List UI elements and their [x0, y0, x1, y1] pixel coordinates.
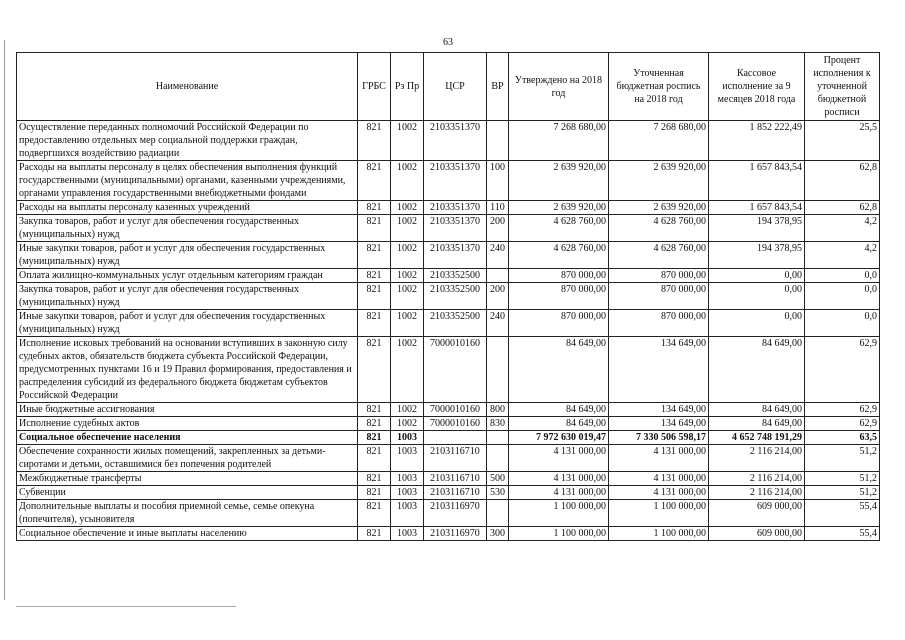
cell-cash: 609 000,00 — [709, 500, 805, 527]
cell-csr: 7000010160 — [424, 337, 487, 403]
cell-cash: 0,00 — [709, 283, 805, 310]
cell-csr: 2103352500 — [424, 269, 487, 283]
cell-refined: 1 100 000,00 — [609, 527, 709, 541]
cell-name: Иные бюджетные ассигнования — [17, 403, 358, 417]
budget-table — [16, 52, 880, 541]
cell-name: Субвенции — [17, 486, 358, 500]
footer-rule — [16, 606, 236, 607]
cell-cash: 2 116 214,00 — [709, 445, 805, 472]
cell-vr: 240 — [487, 310, 509, 337]
cell-approved: 4 131 000,00 — [509, 472, 609, 486]
cell-approved: 4 131 000,00 — [509, 486, 609, 500]
cell-percent: 51,2 — [805, 486, 880, 500]
cell-csr: 2103116970 — [424, 527, 487, 541]
cell-approved: 4 628 760,00 — [509, 215, 609, 242]
cell-cash: 1 657 843,54 — [709, 161, 805, 201]
cell-name: Иные закупки товаров, работ и услуг для обеспечения государственных (муниципальных) нужд — [17, 242, 358, 269]
cell-percent: 4,2 — [805, 215, 880, 242]
cell-rz-pr: 1002 — [391, 403, 424, 417]
cell-approved: 2 639 920,00 — [509, 161, 609, 201]
cell-csr: 7000010160 — [424, 403, 487, 417]
cell-name: Исполнение судебных актов — [17, 417, 358, 431]
cell-name: Исполнение исковых требований на основании вступивших в законную силу судебных актов, обязательств бюджета субъекта Российской Федерации, предусмотренных пунктами 16 и 19 Правил формирования, предоставления и распределения субсидий из федерального бюджета бюджетам субъектов Российской Федерации — [17, 337, 358, 403]
cell-name: Закупка товаров, работ и услуг для обеспечения государственных (муниципальных) нужд — [17, 215, 358, 242]
cell-percent: 55,4 — [805, 527, 880, 541]
cell-percent: 62,9 — [805, 417, 880, 431]
cell-vr: 100 — [487, 161, 509, 201]
header-refined: Уточненная бюджетная роспись на 2018 год — [609, 53, 709, 121]
table-row — [17, 337, 880, 403]
cell-vr — [487, 500, 509, 527]
cell-percent: 62,9 — [805, 403, 880, 417]
cell-approved: 4 628 760,00 — [509, 242, 609, 269]
cell-rz-pr: 1002 — [391, 121, 424, 161]
cell-refined: 134 649,00 — [609, 403, 709, 417]
table-row — [17, 310, 880, 337]
cell-vr: 530 — [487, 486, 509, 500]
cell-name: Закупка товаров, работ и услуг для обеспечения государственных (муниципальных) нужд — [17, 283, 358, 310]
table-row — [17, 527, 880, 541]
cell-percent: 51,2 — [805, 445, 880, 472]
cell-csr — [424, 431, 487, 445]
header-vr: ВР — [487, 53, 509, 121]
cell-grbs: 821 — [358, 215, 391, 242]
header-approved: Утверждено на 2018 год — [509, 53, 609, 121]
cell-rz-pr: 1002 — [391, 417, 424, 431]
table-row — [17, 242, 880, 269]
cell-refined: 4 131 000,00 — [609, 486, 709, 500]
table-row — [17, 500, 880, 527]
table-row — [17, 472, 880, 486]
cell-refined: 2 639 920,00 — [609, 161, 709, 201]
cell-name: Социальное обеспечение населения — [17, 431, 358, 445]
cell-vr — [487, 431, 509, 445]
table-row — [17, 445, 880, 472]
cell-approved: 84 649,00 — [509, 403, 609, 417]
page-number: 63 — [443, 37, 453, 48]
cell-vr — [487, 269, 509, 283]
cell-approved: 84 649,00 — [509, 417, 609, 431]
cell-name: Осуществление переданных полномочий Российской Федерации по предоставлению отдельных мер социальной поддержки граждан, подвергшихся воздействию радиации — [17, 121, 358, 161]
table-header-row — [17, 53, 880, 121]
cell-rz-pr: 1002 — [391, 242, 424, 269]
cell-name: Обеспечение сохранности жилых помещений, закрепленных за детьми-сиротами и детьми, оставшимися без попечения родителей — [17, 445, 358, 472]
cell-rz-pr: 1003 — [391, 445, 424, 472]
cell-name: Социальное обеспечение и иные выплаты населению — [17, 527, 358, 541]
cell-grbs: 821 — [358, 283, 391, 310]
cell-vr — [487, 121, 509, 161]
header-grbs: ГРБС — [358, 53, 391, 121]
table-row — [17, 486, 880, 500]
cell-name: Иные закупки товаров, работ и услуг для обеспечения государственных (муниципальных) нужд — [17, 310, 358, 337]
cell-vr — [487, 337, 509, 403]
cell-approved: 4 131 000,00 — [509, 445, 609, 472]
table-body — [17, 121, 880, 541]
table-row — [17, 161, 880, 201]
cell-percent: 0,0 — [805, 283, 880, 310]
cell-rz-pr: 1002 — [391, 161, 424, 201]
cell-percent: 55,4 — [805, 500, 880, 527]
cell-approved: 7 972 630 019,47 — [509, 431, 609, 445]
cell-approved: 870 000,00 — [509, 283, 609, 310]
cell-cash: 194 378,95 — [709, 215, 805, 242]
cell-refined: 870 000,00 — [609, 283, 709, 310]
cell-vr: 110 — [487, 201, 509, 215]
cell-approved: 1 100 000,00 — [509, 500, 609, 527]
table-row — [17, 201, 880, 215]
table-row — [17, 403, 880, 417]
cell-csr: 2103351370 — [424, 215, 487, 242]
cell-name: Оплата жилищно-коммунальных услуг отдельным категориям граждан — [17, 269, 358, 283]
cell-rz-pr: 1002 — [391, 215, 424, 242]
cell-grbs: 821 — [358, 269, 391, 283]
cell-cash: 0,00 — [709, 310, 805, 337]
cell-grbs: 821 — [358, 527, 391, 541]
cell-csr: 2103351370 — [424, 201, 487, 215]
cell-refined: 870 000,00 — [609, 310, 709, 337]
cell-grbs: 821 — [358, 242, 391, 269]
cell-csr: 2103351370 — [424, 161, 487, 201]
cell-rz-pr: 1002 — [391, 283, 424, 310]
cell-grbs: 821 — [358, 310, 391, 337]
cell-percent: 62,8 — [805, 201, 880, 215]
cell-refined: 7 330 506 598,17 — [609, 431, 709, 445]
cell-csr: 2103352500 — [424, 283, 487, 310]
cell-cash: 194 378,95 — [709, 242, 805, 269]
cell-refined: 4 628 760,00 — [609, 242, 709, 269]
cell-name: Расходы на выплаты персоналу казенных учреждений — [17, 201, 358, 215]
table-row — [17, 417, 880, 431]
cell-cash: 84 649,00 — [709, 403, 805, 417]
cell-refined: 4 131 000,00 — [609, 445, 709, 472]
table-row — [17, 121, 880, 161]
cell-cash: 2 116 214,00 — [709, 486, 805, 500]
cell-grbs: 821 — [358, 337, 391, 403]
cell-csr: 2103116710 — [424, 472, 487, 486]
cell-approved: 84 649,00 — [509, 337, 609, 403]
cell-vr: 830 — [487, 417, 509, 431]
cell-vr: 300 — [487, 527, 509, 541]
cell-refined: 134 649,00 — [609, 337, 709, 403]
cell-grbs: 821 — [358, 121, 391, 161]
cell-approved: 1 100 000,00 — [509, 527, 609, 541]
table-row — [17, 269, 880, 283]
cell-rz-pr: 1003 — [391, 472, 424, 486]
cell-grbs: 821 — [358, 431, 391, 445]
cell-name: Дополнительные выплаты и пособия приемной семье, семье опекуна (попечителя), усыновителя — [17, 500, 358, 527]
cell-rz-pr: 1003 — [391, 486, 424, 500]
cell-percent: 63,5 — [805, 431, 880, 445]
header-name: Наименование — [17, 53, 358, 121]
table-row — [17, 283, 880, 310]
cell-refined: 870 000,00 — [609, 269, 709, 283]
cell-grbs: 821 — [358, 161, 391, 201]
cell-grbs: 821 — [358, 500, 391, 527]
cell-cash: 84 649,00 — [709, 417, 805, 431]
cell-csr: 2103116710 — [424, 486, 487, 500]
cell-cash: 609 000,00 — [709, 527, 805, 541]
cell-cash: 0,00 — [709, 269, 805, 283]
cell-rz-pr: 1002 — [391, 337, 424, 403]
header-csr: ЦСР — [424, 53, 487, 121]
header-percent: Процент исполнения к уточненной бюджетной росписи — [805, 53, 880, 121]
cell-refined: 134 649,00 — [609, 417, 709, 431]
cell-percent: 62,8 — [805, 161, 880, 201]
cell-cash: 4 652 748 191,29 — [709, 431, 805, 445]
cell-rz-pr: 1003 — [391, 500, 424, 527]
cell-cash: 1 657 843,54 — [709, 201, 805, 215]
cell-vr: 200 — [487, 215, 509, 242]
cell-grbs: 821 — [358, 445, 391, 472]
cell-grbs: 821 — [358, 403, 391, 417]
header-rz-pr: Рз Пр — [391, 53, 424, 121]
cell-grbs: 821 — [358, 417, 391, 431]
cell-grbs: 821 — [358, 486, 391, 500]
cell-rz-pr: 1003 — [391, 527, 424, 541]
cell-approved: 2 639 920,00 — [509, 201, 609, 215]
cell-vr: 500 — [487, 472, 509, 486]
cell-grbs: 821 — [358, 201, 391, 215]
cell-refined: 7 268 680,00 — [609, 121, 709, 161]
cell-vr: 800 — [487, 403, 509, 417]
cell-percent: 51,2 — [805, 472, 880, 486]
cell-approved: 870 000,00 — [509, 269, 609, 283]
cell-csr: 7000010160 — [424, 417, 487, 431]
cell-grbs: 821 — [358, 472, 391, 486]
cell-vr: 200 — [487, 283, 509, 310]
cell-percent: 62,9 — [805, 337, 880, 403]
cell-csr: 2103116710 — [424, 445, 487, 472]
table-row — [17, 215, 880, 242]
header-cash: Кассовое исполнение за 9 месяцев 2018 года — [709, 53, 805, 121]
cell-rz-pr: 1002 — [391, 201, 424, 215]
cell-refined: 2 639 920,00 — [609, 201, 709, 215]
cell-csr: 2103116970 — [424, 500, 487, 527]
cell-rz-pr: 1002 — [391, 310, 424, 337]
cell-percent: 0,0 — [805, 269, 880, 283]
cell-percent: 0,0 — [805, 310, 880, 337]
cell-name: Межбюджетные трансферты — [17, 472, 358, 486]
cell-refined: 4 628 760,00 — [609, 215, 709, 242]
table-row — [17, 431, 880, 445]
cell-csr: 2103351370 — [424, 242, 487, 269]
cell-vr — [487, 445, 509, 472]
cell-cash: 84 649,00 — [709, 337, 805, 403]
cell-cash: 2 116 214,00 — [709, 472, 805, 486]
cell-approved: 870 000,00 — [509, 310, 609, 337]
cell-percent: 4,2 — [805, 242, 880, 269]
cell-refined: 1 100 000,00 — [609, 500, 709, 527]
cell-rz-pr: 1003 — [391, 431, 424, 445]
cell-csr: 2103351370 — [424, 121, 487, 161]
cell-approved: 7 268 680,00 — [509, 121, 609, 161]
cell-csr: 2103352500 — [424, 310, 487, 337]
cell-name: Расходы на выплаты персоналу в целях обеспечения выполнения функций государственными (муниципальными) органами, казенными учреждениями, органами управления государственными внебюджетными фондами — [17, 161, 358, 201]
cell-vr: 240 — [487, 242, 509, 269]
cell-cash: 1 852 222,49 — [709, 121, 805, 161]
margin-rule — [4, 40, 5, 600]
cell-percent: 25,5 — [805, 121, 880, 161]
cell-rz-pr: 1002 — [391, 269, 424, 283]
cell-refined: 4 131 000,00 — [609, 472, 709, 486]
